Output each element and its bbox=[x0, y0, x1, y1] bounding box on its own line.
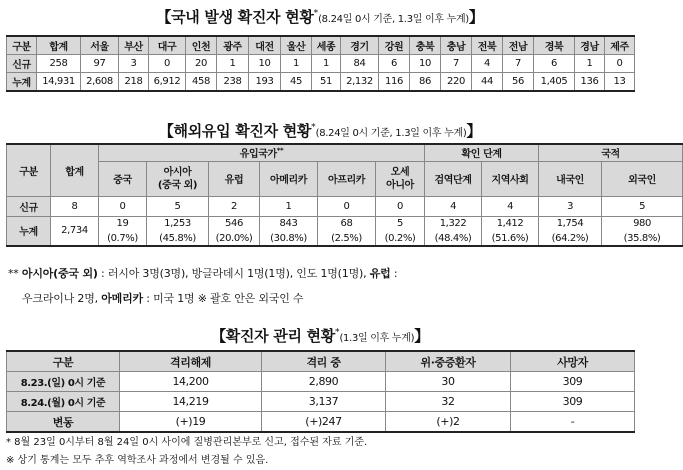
note-prefix: ** bbox=[8, 267, 22, 280]
table-cell: 56 bbox=[503, 73, 534, 92]
domestic-header-cell: 부산 bbox=[119, 36, 149, 55]
overseas-header-group: 구분 bbox=[7, 144, 51, 196]
overseas-title-main: 【해외유입 확진자 현황 bbox=[158, 122, 312, 140]
table-cell: 45 bbox=[281, 73, 312, 92]
table-cell-pct: (48.4%) bbox=[425, 231, 482, 246]
table-cell: 1 bbox=[281, 55, 312, 73]
table-cell: 1,754 bbox=[539, 216, 602, 231]
table-cell: 20 bbox=[186, 55, 217, 73]
table-cell: 193 bbox=[249, 73, 281, 92]
management-table bbox=[6, 350, 635, 433]
domestic-header-cell: 충남 bbox=[441, 36, 472, 55]
table-cell: 1,405 bbox=[534, 73, 575, 92]
table-cell: 14,931 bbox=[37, 73, 81, 92]
footnote-1: * 8월 23일 0시부터 8월 24일 0시 사이에 질병관리본부로 신고, 접수된 자료 기준. bbox=[6, 437, 368, 448]
row-label: 누계 bbox=[7, 73, 37, 92]
domestic-header-cell: 대구 bbox=[149, 36, 186, 55]
overseas-title-star: * bbox=[311, 122, 316, 133]
management-header-cell: 격리해제 bbox=[120, 351, 262, 372]
overseas-subheader: 지역사회 bbox=[482, 161, 539, 196]
overseas-header-total: 합계 bbox=[51, 144, 99, 196]
management-row-0823 bbox=[7, 372, 635, 392]
domestic-header-cell: 충북 bbox=[410, 36, 441, 55]
note-europe-sep: : bbox=[390, 267, 398, 280]
table-cell-pct: (45.8%) bbox=[147, 231, 209, 246]
table-cell-pct: (20.0%) bbox=[209, 231, 260, 246]
domestic-header-cell: 광주 bbox=[217, 36, 249, 55]
table-cell: 1 bbox=[260, 196, 318, 216]
table-cell: 220 bbox=[441, 73, 472, 92]
table-cell-pct: (30.8%) bbox=[260, 231, 318, 246]
overseas-subheader: 내국인 bbox=[539, 161, 602, 196]
table-cell: 14,219 bbox=[120, 392, 262, 412]
management-title-star: * bbox=[334, 327, 340, 338]
table-cell: 116 bbox=[379, 73, 410, 92]
overseas-header-inflow bbox=[99, 144, 425, 161]
overseas-header-row-2 bbox=[7, 161, 683, 196]
row-label: 누계 bbox=[7, 216, 51, 246]
overseas-title-close: 】 bbox=[466, 122, 482, 140]
domestic-title-sub: (8.24일 0시 기준, 1.3일 이후 누계) bbox=[318, 14, 469, 25]
overseas-header-inflow-star: ** bbox=[276, 146, 284, 155]
management-title-sub: (1.3일 이후 누계) bbox=[339, 333, 415, 344]
table-cell: 2,132 bbox=[341, 73, 379, 92]
management-title bbox=[0, 325, 640, 346]
table-cell: 3 bbox=[539, 196, 602, 216]
note-asia-text: : 러시아 3명(3명), 방글라데시 1명(1명), 인도 1명(1명), bbox=[97, 267, 370, 280]
table-cell: 84 bbox=[341, 55, 379, 73]
domestic-title bbox=[0, 6, 640, 27]
overseas-header-inflow-label: 유입국가 bbox=[239, 149, 277, 161]
table-cell: 546 bbox=[209, 216, 260, 231]
overseas-subheader: 아프리카 bbox=[318, 161, 376, 196]
overseas-row-new bbox=[7, 196, 683, 216]
domestic-table bbox=[6, 35, 635, 92]
domestic-header-cell: 전북 bbox=[472, 36, 503, 55]
domestic-header-cell: 인천 bbox=[186, 36, 217, 55]
domestic-title-main: 【국내 발생 확진자 현황 bbox=[156, 8, 314, 26]
table-cell-pct: (64.2%) bbox=[539, 231, 602, 246]
overseas-row-cumulative bbox=[7, 216, 683, 231]
domestic-header-cell: 서울 bbox=[81, 36, 119, 55]
note-asia-label: 아시아(중국 외) bbox=[21, 267, 98, 280]
table-cell: (+)2 bbox=[386, 412, 511, 433]
table-cell: 2 bbox=[209, 196, 260, 216]
overseas-header-confirm: 확인 단계 bbox=[425, 144, 539, 161]
note-europe-label: 유럽 bbox=[369, 267, 391, 280]
table-cell: 44 bbox=[472, 73, 503, 92]
table-cell: 3 bbox=[119, 55, 149, 73]
overseas-header-nation: 국적 bbox=[539, 144, 683, 161]
management-row-0824 bbox=[7, 392, 635, 412]
overseas-subheader: 중국 bbox=[99, 161, 147, 196]
domestic-header-cell: 제주 bbox=[605, 36, 635, 55]
row-label: 8.24.(월) 0시 기준 bbox=[7, 392, 120, 412]
overseas-header-row-1 bbox=[7, 144, 683, 161]
overseas-row-percent bbox=[7, 231, 683, 246]
table-cell: 1,253 bbox=[147, 216, 209, 231]
table-cell: 1,412 bbox=[482, 216, 539, 231]
overseas-title bbox=[0, 120, 640, 141]
domestic-header-cell: 세종 bbox=[312, 36, 341, 55]
table-cell: 0 bbox=[376, 196, 425, 216]
table-cell: 1 bbox=[312, 55, 341, 73]
table-cell: 5 bbox=[602, 196, 683, 216]
table-cell: 14,200 bbox=[120, 372, 262, 392]
table-cell: 3,137 bbox=[262, 392, 386, 412]
domestic-row-cumulative bbox=[7, 73, 635, 92]
table-cell: 1 bbox=[217, 55, 249, 73]
table-cell: 7 bbox=[441, 55, 472, 73]
row-label: 신규 bbox=[7, 55, 37, 73]
table-cell: 5 bbox=[376, 216, 425, 231]
table-cell: 309 bbox=[511, 392, 635, 412]
table-cell: (+)19 bbox=[120, 412, 262, 433]
table-cell: (+)247 bbox=[262, 412, 386, 433]
overseas-subheader: 외국인 bbox=[602, 161, 683, 196]
domestic-header-cell: 대전 bbox=[249, 36, 281, 55]
table-cell: 10 bbox=[249, 55, 281, 73]
management-header-row bbox=[7, 351, 635, 372]
table-cell: 458 bbox=[186, 73, 217, 92]
table-cell: 19 bbox=[99, 216, 147, 231]
table-cell: 32 bbox=[386, 392, 511, 412]
management-header-cell: 위·중증환자 bbox=[386, 351, 511, 372]
table-cell: 6 bbox=[534, 55, 575, 73]
table-cell: 6,912 bbox=[149, 73, 186, 92]
row-label: 변동 bbox=[7, 412, 120, 433]
table-cell: 2,890 bbox=[262, 372, 386, 392]
table-cell-pct: (0.2%) bbox=[376, 231, 425, 246]
table-cell: 8 bbox=[51, 196, 99, 216]
management-title-close: 】 bbox=[414, 327, 429, 345]
table-cell: - bbox=[511, 412, 635, 433]
table-cell: 0 bbox=[149, 55, 186, 73]
domestic-header-cell: 경북 bbox=[534, 36, 575, 55]
table-cell-pct: (2.5%) bbox=[318, 231, 376, 246]
table-cell: 136 bbox=[575, 73, 605, 92]
domestic-header-cell: 경남 bbox=[575, 36, 605, 55]
overseas-title-sub: (8.24일 0시 기준, 1.3일 이후 누계) bbox=[315, 128, 467, 139]
table-cell: 309 bbox=[511, 372, 635, 392]
note-line2-text: 우크라이나 2명, bbox=[22, 292, 102, 305]
table-cell: 4 bbox=[482, 196, 539, 216]
overseas-note-line2 bbox=[22, 290, 303, 306]
domestic-row-new bbox=[7, 55, 635, 73]
overseas-subheader: 오세 아니아 bbox=[376, 161, 425, 196]
table-cell-pct: (35.8%) bbox=[602, 231, 683, 246]
management-row-change bbox=[7, 412, 635, 433]
table-cell: 10 bbox=[410, 55, 441, 73]
table-cell: 0 bbox=[605, 55, 635, 73]
domestic-title-close: 】 bbox=[468, 8, 484, 26]
table-cell: 4 bbox=[472, 55, 503, 73]
table-cell: 1,322 bbox=[425, 216, 482, 231]
table-cell: 238 bbox=[217, 73, 249, 92]
domestic-header-cell: 전남 bbox=[503, 36, 534, 55]
domestic-header-cell: 경기 bbox=[341, 36, 379, 55]
table-cell: 2,734 bbox=[51, 216, 99, 246]
overseas-subheader: 아메리카 bbox=[260, 161, 318, 196]
table-cell: 980 bbox=[602, 216, 683, 231]
table-cell: 97 bbox=[81, 55, 119, 73]
management-header-cell: 사망자 bbox=[511, 351, 635, 372]
table-cell: 218 bbox=[119, 73, 149, 92]
table-cell: 13 bbox=[605, 73, 635, 92]
note-america-text: : 미국 1명 ※ 괄호 안은 외국인 수 bbox=[142, 292, 304, 305]
table-cell: 2,608 bbox=[81, 73, 119, 92]
footnote-2: ※ 상기 통계는 모두 추후 역학조사 과정에서 변경될 수 있음. bbox=[6, 455, 269, 466]
domestic-header-cell: 강원 bbox=[379, 36, 410, 55]
table-cell: 68 bbox=[318, 216, 376, 231]
domestic-header-cell: 울산 bbox=[281, 36, 312, 55]
table-cell: 7 bbox=[503, 55, 534, 73]
table-cell-pct: (0.7%) bbox=[99, 231, 147, 246]
note-america-label: 아메리카 bbox=[101, 292, 143, 305]
domestic-title-star: * bbox=[313, 8, 319, 19]
table-cell: 258 bbox=[37, 55, 81, 73]
management-title-main: 【확진자 관리 현황 bbox=[211, 327, 335, 345]
row-label: 8.23.(일) 0시 기준 bbox=[7, 372, 120, 392]
table-cell: 6 bbox=[379, 55, 410, 73]
table-cell: 1 bbox=[575, 55, 605, 73]
overseas-note-line1 bbox=[8, 265, 397, 281]
table-cell: 4 bbox=[425, 196, 482, 216]
row-label: 신규 bbox=[7, 196, 51, 216]
table-cell: 51 bbox=[312, 73, 341, 92]
table-cell: 0 bbox=[99, 196, 147, 216]
domestic-header-cell: 합계 bbox=[37, 36, 81, 55]
overseas-table bbox=[6, 143, 683, 247]
table-cell: 843 bbox=[260, 216, 318, 231]
overseas-subheader: 검역단계 bbox=[425, 161, 482, 196]
overseas-subheader: 아시아 (중국 외) bbox=[147, 161, 209, 196]
management-header-cell: 격리 중 bbox=[262, 351, 386, 372]
table-cell: 86 bbox=[410, 73, 441, 92]
table-cell: 0 bbox=[318, 196, 376, 216]
domestic-header-row bbox=[7, 36, 635, 55]
overseas-subheader: 유럽 bbox=[209, 161, 260, 196]
table-cell-pct: (51.6%) bbox=[482, 231, 539, 246]
management-header-cell: 구분 bbox=[7, 351, 120, 372]
table-cell: 5 bbox=[147, 196, 209, 216]
domestic-header-cell: 구분 bbox=[7, 36, 37, 55]
table-cell: 30 bbox=[386, 372, 511, 392]
